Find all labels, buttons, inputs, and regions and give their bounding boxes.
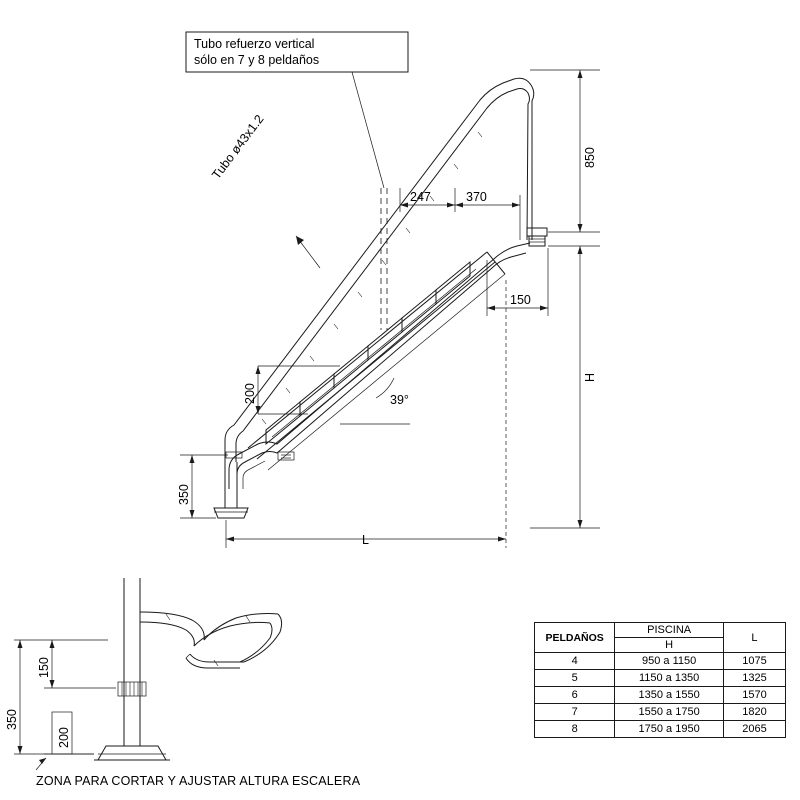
cell-peldanos: 8 <box>535 721 615 738</box>
th-piscina-h: H <box>615 638 724 653</box>
table-row <box>535 687 786 704</box>
bottom-note: ZONA PARA CORTAR Y AJUSTAR ALTURA ESCALERA <box>36 774 361 788</box>
dim-247-370 <box>400 188 520 240</box>
vertical-reinforcement-tube <box>381 188 387 330</box>
dim-H <box>530 246 600 528</box>
svg-text:Tubo ø43x1.2: Tubo ø43x1.2 <box>209 112 267 182</box>
dim-200 <box>243 366 340 414</box>
cell-peldanos: 6 <box>535 687 615 704</box>
cell-peldanos: 4 <box>535 653 615 670</box>
cell-piscina: 1750 a 1950 <box>615 721 724 738</box>
table-body <box>535 653 786 738</box>
table-row <box>535 721 786 738</box>
table-row <box>535 670 786 687</box>
svg-text:L: L <box>362 533 369 547</box>
cell-peldanos: 7 <box>535 704 615 721</box>
svg-text:39°: 39° <box>390 393 409 407</box>
dim-150 <box>487 248 548 316</box>
handrail-upper <box>225 78 534 462</box>
callout-line2: sólo en 7 y 8 peldaños <box>194 53 320 67</box>
rail-hatching-upper <box>262 132 482 424</box>
svg-text:350: 350 <box>177 484 191 505</box>
svg-text:850: 850 <box>583 147 597 168</box>
svg-text:200: 200 <box>57 727 71 748</box>
cell-piscina: 1550 a 1750 <box>615 704 724 721</box>
svg-text:247: 247 <box>410 190 431 204</box>
detail-view-base <box>94 578 282 760</box>
cell-l: 1075 <box>723 653 785 670</box>
table-row <box>535 704 786 721</box>
tube-spec-leader <box>209 112 320 268</box>
table-header <box>535 623 786 653</box>
step-edge-lines <box>272 269 476 437</box>
cell-l: 2065 <box>723 721 785 738</box>
dim-350 <box>177 455 228 518</box>
cell-peldanos: 5 <box>535 670 615 687</box>
svg-text:H: H <box>583 372 597 382</box>
detail-dim-150 <box>37 640 116 688</box>
svg-text:350: 350 <box>5 709 19 730</box>
cell-l: 1570 <box>723 687 785 704</box>
specs-table <box>534 622 786 738</box>
detail-dim-200 <box>36 712 94 770</box>
svg-text:150: 150 <box>37 657 51 678</box>
dim-angle-39 <box>340 378 410 424</box>
callout-line1: Tubo refuerzo vertical <box>194 37 315 51</box>
step-stringers <box>248 252 505 470</box>
table-row <box>535 653 786 670</box>
dim-850 <box>530 70 600 232</box>
cell-piscina: 950 a 1150 <box>615 653 724 670</box>
svg-text:370: 370 <box>466 190 487 204</box>
cell-piscina: 1350 a 1550 <box>615 687 724 704</box>
th-l: L <box>723 623 785 653</box>
table-header-row <box>535 623 786 638</box>
svg-text:150: 150 <box>510 293 531 307</box>
cell-piscina: 1150 a 1350 <box>615 670 724 687</box>
cell-l: 1820 <box>723 704 785 721</box>
th-peldanos: PELDAÑOS <box>535 623 615 653</box>
cell-l: 1325 <box>723 670 785 687</box>
svg-text:200: 200 <box>243 383 257 404</box>
th-piscina: PISCINA <box>615 623 724 638</box>
